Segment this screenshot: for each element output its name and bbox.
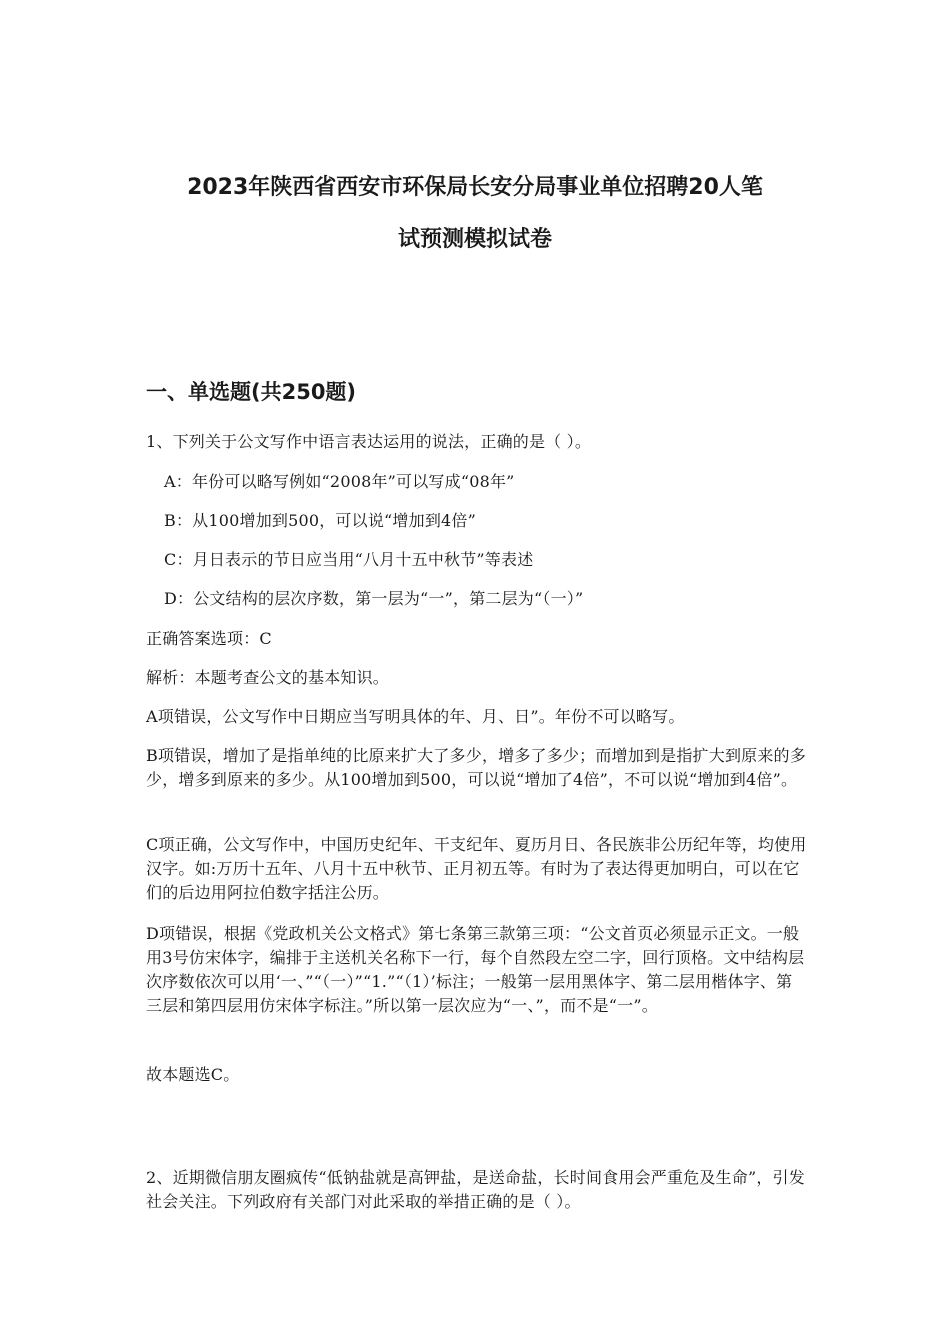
analysis-d	[146, 922, 808, 1018]
option-b-text: B：从100增加到500，可以说“增加到4倍”	[164, 511, 476, 530]
question-1	[146, 430, 808, 454]
analysis-c	[146, 833, 808, 905]
question-2-stem: 2、近期微信朋友圈疯传“低钠盐就是高钾盐，是送命盐，长时间食用会严重危及生命”，引发社会关注。下列政府有关部门对此采取的举措正确的是（ ）。	[146, 1168, 805, 1211]
question-1-answer	[146, 627, 808, 651]
analysis-conclusion-text: 故本题选C。	[146, 1065, 240, 1084]
analysis-conclusion	[146, 1063, 808, 1087]
question-1-option-b	[146, 509, 808, 533]
analysis-a-text: A项错误，公文写作中日期应当写明具体的年、月、日”。年份不可以略写。	[146, 707, 685, 726]
analysis-d-text: D项错误，根据《党政机关公文格式》第七条第三款第三项：“公文首页必须显示正文。一般用3号仿宋体字，编排于主送机关名称下一行，每个自然段左空二字，回行顶格。文中结构层次序数依次可以用‘一、”“（一）”“1.”“（1）’标注；一般第一层用黑体字、第二层用楷体字、第三层和第四层用仿宋体字标注。”所以第一层次应为“一、”，而不是“一”。	[146, 924, 805, 1015]
option-a-text: A：年份可以略写例如“2008年”可以写成“08年”	[164, 472, 515, 491]
question-1-stem: 1、下列关于公文写作中语言表达运用的说法，正确的是（ ）。	[146, 432, 592, 451]
option-d-text: D：公文结构的层次序数，第一层为“一”，第二层为“（一）”	[164, 589, 584, 608]
option-c-text: C：月日表示的节日应当用“八月十五中秋节”等表述	[164, 550, 534, 569]
analysis-b-text: B项错误，增加了是指单纯的比原来扩大了多少，增多了多少；而增加到是指扩大到原来的多少，增多到原来的多少。从100增加到500，可以说“增加了4倍”，不可以说“增加到4倍”。	[146, 746, 806, 789]
question-2	[146, 1166, 808, 1214]
analysis-intro	[146, 666, 808, 690]
document-title-line-2: 试预测模拟试卷	[397, 227, 552, 252]
analysis-c-text: C项正确，公文写作中，中国历史纪年、干支纪年、夏历月日、各民族非公历纪年等，均使用汉字。如:万历十五年、八月十五中秋节、正月初五等。有时为了表达得更加明白，可以在它们的后边用阿拉伯数字括注公历。	[146, 835, 807, 902]
analysis-intro-text: 解析：本题考查公文的基本知识。	[146, 668, 390, 687]
answer-text: 正确答案选项：C	[146, 629, 272, 648]
analysis-a	[146, 705, 808, 729]
question-1-option-d	[146, 587, 808, 611]
question-1-option-a	[146, 470, 808, 494]
analysis-b	[146, 744, 808, 792]
section-heading: 一、单选题(共250题)	[146, 380, 357, 404]
question-1-option-c	[146, 548, 808, 572]
document-title-line-1: 2023年陕西省西安市环保局长安分局事业单位招聘20人笔	[187, 175, 763, 200]
